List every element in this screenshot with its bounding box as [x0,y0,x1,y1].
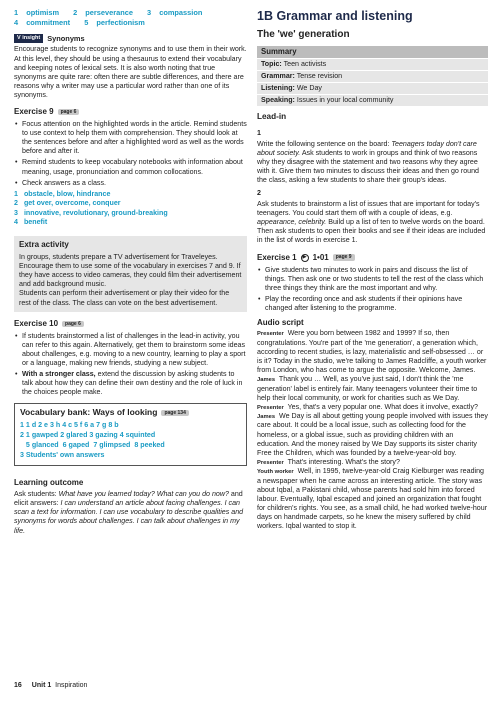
vocab-line: 1 1 d 2 e 3 h 4 c 5 f 6 a 7 g 8 b [20,421,119,430]
exercise10-bullets [14,332,247,398]
exercise1-bullets [257,266,488,313]
lesson-title: The 'we' generation [257,29,350,40]
page-ref-badge: page 9 [333,254,355,260]
step-number: 2 [257,189,261,198]
page-number: 16 [14,682,22,689]
page-ref-badge: page 6 [58,109,80,115]
summary-row: Grammar: Tense revision [257,70,488,82]
unit-label: Unit 1 Inspiration [31,682,88,689]
exercise1-title: Exercise 1 ▶ 1•01 page 9 [257,253,488,263]
exercise9-bullets [14,120,247,188]
answer-item: 2 perseverance [73,8,133,17]
audio-icon: ▶ [301,254,309,262]
page-ref-badge: page 134 [161,410,188,416]
lead-in-step-2: Ask students to brainstorm a list of issues that are important for today's teenagers. You could start them off with a couple of ideas, e.g. appearance, celebrity. Build up a list of ten to twelve words on the board. Then ask students to open their books and see if their ideas are included in the list of words in exercise 1. [257,200,486,245]
top-answers [14,8,247,28]
insight-tag: V insight [14,34,43,43]
summary-box [257,46,488,106]
list-item: • Give students two minutes to work in pairs and discuss the list of things. Then ask one or two students to tell the rest of the class which three things they think are the most important and why. [265,266,488,293]
audio-track: 1•01 [312,252,329,262]
audio-script [257,329,488,531]
vocab-title: Vocabulary bank: Ways of looking page 134 [20,407,241,418]
script-line: Presenter Yes, that's a very popular one. What does it involve, exactly? [257,402,478,411]
summary-header: Summary [257,46,488,58]
step-number: 1 [257,128,261,137]
insight-title: Synonyms [47,33,85,43]
answer-row: 2 get over, overcome, conquer [14,199,121,208]
summary-row: Speaking: Issues in your local community [257,94,488,106]
learning-outcome-body: Ask students: What have you learned today? What can you do now? and elicit answers: I can understand an article about facing challenges. I can scan a text for information. I can use vocabulary to describe qualities and synonyms for words about challenges. I can talk about challenges in my life. [14,490,244,535]
extra-activity-p2: Students can perform their advertisement or play their video for the rest of the class. The class can vote on the best advertisement. [19,289,230,307]
list-item: • Remind students to keep vocabulary notebooks with information about meaning, usage, pronunciation and common collocations. [22,158,247,176]
vocab-line: 5 glanced 6 gaped 7 glimpsed 8 peeked [20,441,165,450]
answer-row: 1 obstacle, blow, hindrance [14,189,111,198]
lead-in-title: Lead-in [257,112,287,122]
script-line: Presenter That's interesting. What's the story? [257,457,400,466]
script-line: Youth worker Well, in 1995, twelve-year-old Craig Kielburger was reading a newspaper when he came across an interesting article. The story was about Iqbal, a Pakistani child, whose parents had sold him into forced labour. Eventually, Iqbal escaped and joined an organization that fought for children's rights. You see, as a small child, he had worked twelve-hour days on handmade carpets, so he knew the misery suffered by child workers. Iqbal wanted to stop it. [257,467,488,530]
list-item: • Focus attention on the highlighted words in the article. Remind students to use context to help them with comprehension. They should look at the sentences before and after a highlighted word as well as the words before and after it. [22,120,247,156]
exercise9-answers [14,190,247,228]
answer-row: 4 benefit [14,218,48,227]
extra-activity-p1: In groups, students prepare a TV advertisement for Traveleyes. Encourage them to use some of the vocabulary in exercises 7 and 9. If they have access to video cameras, they could film their advertisement and add background music. [19,253,242,289]
summary-row: Listening: We Day [257,82,488,94]
answer-item: 1 optimism [14,8,60,17]
exercise9-title: Exercise 9 page 6 [14,107,247,117]
extra-activity-title: Extra activity [19,239,69,249]
insight-header [14,34,247,43]
vocabulary-bank-box [14,403,247,466]
answer-row: 3 innovative, revolutionary, ground-breaking [14,208,168,217]
list-item: • With a stronger class, extend the discussion by asking students to talk about how they can define their own destiny and the role of luck in the choices people make. [22,370,247,397]
right-column [257,8,488,531]
left-column [14,8,247,536]
insight-body: Encourage students to recognize synonyms and to use them in their work. At this level, they should be using a thesaurus to extend their vocabulary and keeping notes of lexical sets. It is also worth noting that true synonyms are quite rare: often there are subtle differences, and there are reasons why a writer may use a particular word rather than one of its synonyms. [14,45,247,99]
page-footer [14,682,87,691]
list-item: • Play the recording once and ask students if their opinions have changed after listening to the programme. [265,295,488,313]
answer-item: 5 perfectionism [84,17,145,27]
page-ref-badge: page 6 [62,321,84,327]
unit-title: 1B Grammar and listening [257,9,413,23]
script-line: Presenter Were you born between 1982 and 1999? If so, then congratulations. You're part of the 'me generation', a generation which, according to recent studies, is lazy, materialistic and self-obsessed … or is it? Today in the studio, we're talking to James Radcliffe, a youth worker from London, who has come to argue the opposite. Welcome, James. [257,329,487,375]
extra-activity-box [14,236,247,312]
list-item: • Check answers as a class. [22,179,247,188]
script-line: James We Day is all about getting young people involved with issues they care about. It could be a local issue, such as collecting food for the homeless, or a global issue, such as providing children with an education. And the money raised by We Day supports its sister charity Free the Children, which was founded by a twelve-year-old boy. [257,412,488,457]
audio-script-title: Audio script [257,318,304,328]
exercise10-title: Exercise 10 page 6 [14,319,247,329]
vocab-line: 3 Students' own answers [20,451,105,460]
summary-row: Topic: Teen activists [257,58,488,70]
lead-in-step-1: Write the following sentence on the board: Teenagers today don't care about society. Ask students to work in groups and think of two reasons why they disagree with the statement and two reasons why they agree with it. Give them two minutes to discuss their ideas and then go round the class, asking a few students to share their group's ideas. [257,139,479,184]
script-line: James Thank you … Well, as you've just said, I don't think the 'me generation' label is entirely fair. Many teenagers volunteer their time to help their local community, or work for charities such as We Day. [257,375,478,402]
answer-item: 4 commitment [14,17,71,27]
list-item: • If students brainstormed a list of challenges in the lead-in activity, you can refer to this again. Alternatively, get them to brainstorm some ideas about challenges, e.g. moving to a new country, learning to play a sport or a language, making new friends, studying a new subject. [22,332,247,368]
vocab-line: 2 1 gawped 2 glared 3 gazing 4 squinted [20,431,156,440]
learning-outcome-title: Learning outcome [14,477,84,487]
answer-item: 3 compassion [147,8,203,17]
